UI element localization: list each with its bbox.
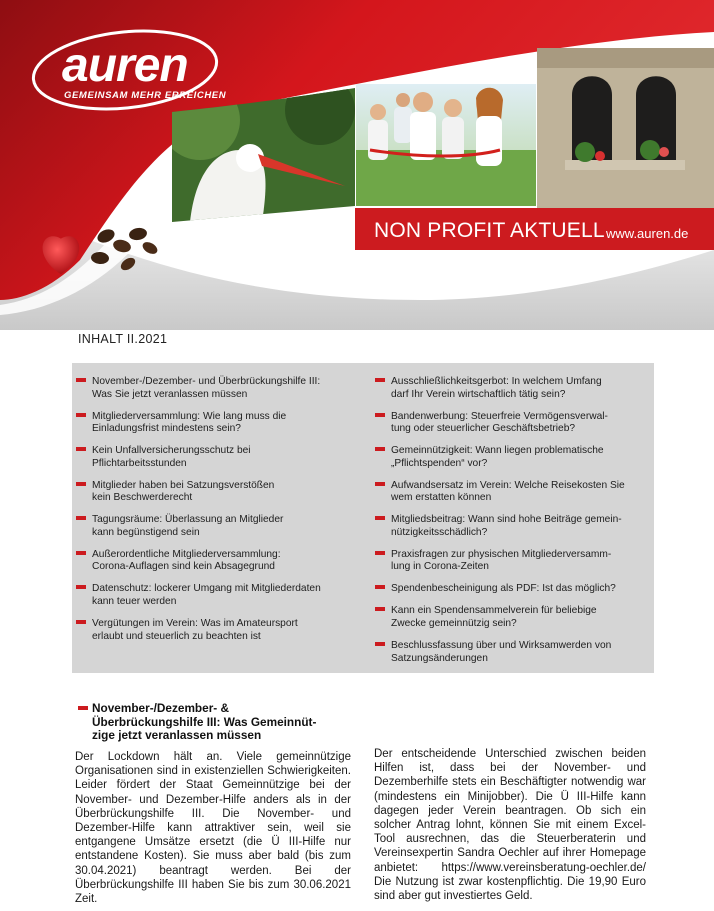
- toc-item-line: lung in Corona-Zeiten: [391, 561, 489, 573]
- toc-left-column: [76, 376, 356, 643]
- auren-logo-text: auren: [62, 39, 188, 92]
- toc-item-line: November-/Dezember- und Überbrückungshilfe III:: [92, 376, 321, 387]
- toc-item-line: „Pflichtspenden“ vor?: [391, 457, 488, 469]
- toc-item-line: Kann ein Spendensammelverein für beliebige: [391, 605, 597, 617]
- toc-item-line: Mitglieder haben bei Satzungsverstößen: [92, 479, 275, 491]
- bullet-marker-icon: [375, 378, 385, 382]
- logo-tagline: GEMEINSAM MEHR ERREICHEN: [64, 90, 227, 101]
- toc-item-line: Satzungsänderungen: [391, 652, 488, 664]
- toc-item[interactable]: [375, 411, 651, 436]
- toc-item-line: Bandenwerbung: Steuerfreie Vermögensverwal-: [391, 410, 608, 422]
- bullet-marker-icon: [375, 447, 385, 451]
- toc-item[interactable]: [375, 514, 651, 539]
- people-photo: [356, 84, 536, 206]
- bullet-marker-icon: [375, 642, 385, 646]
- toc-item-line: Mitgliederversammlung: Wie lang muss die: [92, 410, 287, 422]
- toc-item-line: Einladungsfrist mindestens sein?: [92, 423, 241, 435]
- toc-item[interactable]: [76, 618, 356, 643]
- toc-item-line: tung oder steuerlicher Geschäftsbetrieb?: [391, 423, 576, 435]
- bullet-marker-icon: [76, 516, 86, 520]
- toc-item-line: Praxisfragen zur physischen Mitgliederversamm-: [391, 548, 612, 560]
- toc-item-line: Corona-Auflagen sind kein Absagegrund: [92, 561, 275, 573]
- toc-item[interactable]: [375, 445, 651, 470]
- toc-item[interactable]: [375, 583, 651, 596]
- article-bullet-icon: [78, 706, 88, 710]
- toc-item[interactable]: [375, 549, 651, 574]
- website-link[interactable]: www.auren.de: [606, 226, 689, 241]
- toc-item[interactable]: [375, 480, 651, 505]
- article-body-left: Der Lockdown hält an. Viele gemeinnützige Organisationen sind in existenziellen Schwierigkeiten. Leider fördert der Staat Gemeinnützige bei der November- und Dezember-Hilfe anders als in der Überbrückungshilfe III. Die November- und Dezember-Hilfe kann attraktiver sein, weil sie entgangene Umsätze ersetzt (die Ü III-Hilfe nur entstandene Kosten). Sie muss aber bald (bis zum 30.04.2021) beantragt werden. Bei der Überbrückungshilfe III haben Sie bis zum 30.06.2021 Zeit.: [75, 751, 351, 906]
- toc-heading: INHALT II.2021: [78, 332, 168, 346]
- toc-right-column: [375, 376, 651, 665]
- bullet-marker-icon: [375, 607, 385, 611]
- bullet-marker-icon: [76, 447, 86, 451]
- bullet-marker-icon: [375, 482, 385, 486]
- toc-item-line: wem erstatten können: [391, 492, 492, 504]
- toc-item-line: Außerordentliche Mitgliederversammlung:: [92, 548, 281, 560]
- article-body-right: Der entscheidende Unterschied zwischen beiden Hilfen ist, dass bei der November- und Dezemberhilfe stets ein Beschäftigter notwendig war (mindestens ein Minijobber). Die Ü III-Hilfe kann dagegen jeder Verein beantragen. Ob sich ein solcher Antrag lohnt, können Sie mit einem Excel-Tool ausrechnen, das die Steuerberaterin und Vereinsexpertin Sandra Oechler auf ihrer Homepage anbietet: https://www.vereinsberatung-oechler.de/ Die Nutzung ist zwar kostenpflichtig. Die 19,90 Euro sind aber gut investiertes Geld.: [374, 748, 646, 903]
- toc-item-line: Beschlussfassung über und Wirksamwerden von: [391, 640, 612, 652]
- bullet-marker-icon: [76, 378, 86, 382]
- toc-item-line: kann begünstigend sein: [92, 526, 200, 538]
- toc-item[interactable]: [76, 445, 356, 470]
- toc-item[interactable]: [76, 583, 356, 608]
- toc-item-line: Spendenbescheinigung als PDF: Ist das möglich?: [391, 583, 616, 595]
- toc-item-line: Pflichtarbeitsstunden: [92, 457, 187, 469]
- toc-item[interactable]: [76, 411, 356, 436]
- toc-item-line: Tagungsräume: Überlassung an Mitglieder: [92, 514, 284, 526]
- bullet-marker-icon: [375, 551, 385, 555]
- article-title-line: November-/Dezember- &: [92, 701, 230, 715]
- toc-item[interactable]: [375, 376, 651, 401]
- windows-photo: [537, 48, 714, 208]
- table-of-contents: [72, 363, 654, 673]
- toc-item-line: Mitgliedsbeitrag: Wann sind hohe Beiträge gemein-: [391, 514, 622, 526]
- bullet-marker-icon: [375, 585, 385, 589]
- toc-item-line: kein Beschwerderecht: [92, 492, 193, 504]
- toc-item-line: darf Ihr Verein wirtschaftlich tätig sein?: [391, 388, 566, 400]
- bullet-marker-icon: [76, 413, 86, 417]
- toc-item-line: Ausschließlichkeitsgerbot: In welchem Umfang: [391, 376, 602, 387]
- toc-item[interactable]: [76, 480, 356, 505]
- article-title-line: zige jetzt veranlassen müssen: [92, 728, 262, 742]
- toc-item-line: Was Sie jetzt veranlassen müssen: [92, 388, 248, 400]
- toc-item[interactable]: [375, 605, 651, 630]
- bullet-marker-icon: [375, 516, 385, 520]
- toc-item[interactable]: [76, 549, 356, 574]
- bullet-marker-icon: [76, 482, 86, 486]
- bullet-marker-icon: [76, 551, 86, 555]
- article-title-line: Überbrückungshilfe III: Was Gemeinnüt-: [92, 714, 317, 729]
- bullet-marker-icon: [375, 413, 385, 417]
- bullet-marker-icon: [76, 585, 86, 589]
- toc-item[interactable]: [76, 514, 356, 539]
- toc-item[interactable]: [76, 376, 356, 401]
- toc-item-line: Gemeinnützigkeit: Wann liegen problematische: [391, 445, 604, 457]
- toc-item-line: Kein Unfallversicherungsschutz bei: [92, 445, 251, 457]
- toc-item-line: Datenschutz: lockerer Umgang mit Mitgliederdaten: [92, 583, 321, 595]
- toc-item-line: Vergütungen im Verein: Was im Amateursport: [92, 618, 298, 630]
- toc-item-line: kann teuer werden: [92, 596, 177, 608]
- coffee-bean-shape: [141, 240, 160, 257]
- toc-item-line: Zwecke gemeinnützig sein?: [391, 618, 517, 630]
- newsletter-title: NON PROFIT AKTUELL: [374, 219, 605, 242]
- bullet-marker-icon: [76, 620, 86, 624]
- toc-item-line: Aufwandsersatz im Verein: Welche Reisekosten Sie: [391, 479, 625, 491]
- article-title: [92, 702, 354, 743]
- toc-item-line: nützigkeitsschädlich?: [391, 526, 488, 538]
- toc-item[interactable]: [375, 640, 651, 665]
- toc-item-line: erlaubt und steuerlich zu beachten ist: [92, 630, 261, 642]
